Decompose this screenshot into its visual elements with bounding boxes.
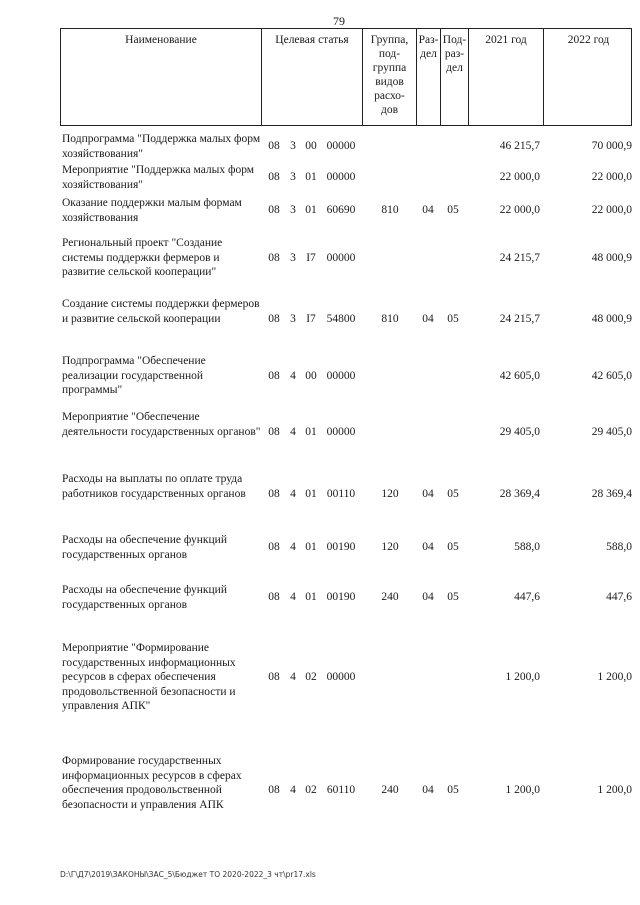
cell-c2: 4 xyxy=(290,591,296,603)
cell-sub: 05 xyxy=(447,784,459,796)
table-row xyxy=(62,196,632,225)
file-path-footer: D:\Г\Д7\2019\ЗАКОНЫ\ЗАС_5\Бюджет ТО 2020-2022_3 чт\pr17.xls xyxy=(60,870,316,879)
row-name: Расходы на выплаты по оплате труда работников государственных органов xyxy=(62,473,246,500)
cell-sec: 04 xyxy=(422,541,434,553)
cell-c4: 00190 xyxy=(326,541,356,553)
cell-c2: 3 xyxy=(290,140,296,152)
cell-v2022: 48 000,9 xyxy=(591,312,632,325)
cell-c1: 08 xyxy=(268,425,280,438)
cell-v2022: 22 000,0 xyxy=(591,204,632,216)
cell-c4: 60110 xyxy=(326,784,356,796)
cell-c1: 08 xyxy=(268,784,280,796)
table-row xyxy=(62,472,632,516)
cell-v2022: 1 200,0 xyxy=(597,784,632,796)
cell-c1: 08 xyxy=(268,312,280,325)
cell-sec: 04 xyxy=(422,591,434,603)
cell-group: 240 xyxy=(381,591,399,603)
table-row xyxy=(62,236,632,280)
cell-group: 810 xyxy=(381,204,399,216)
table-row xyxy=(62,297,632,341)
cell-c1: 08 xyxy=(268,487,280,500)
cell-sub: 05 xyxy=(447,312,459,325)
cell-c2: 3 xyxy=(290,251,296,264)
cell-v2021: 42 605,0 xyxy=(499,369,540,382)
cell-c2: 3 xyxy=(290,171,296,183)
cell-sec: 04 xyxy=(422,312,434,325)
table-row xyxy=(62,132,632,161)
cell-c3: 02 xyxy=(305,784,317,796)
header-name-label: Наименование xyxy=(125,34,197,46)
cell-sec: 04 xyxy=(422,204,434,216)
header-group xyxy=(363,29,417,125)
row-name: Мероприятие "Поддержка малых форм хозяйствования" xyxy=(62,164,255,191)
header-2021 xyxy=(469,29,544,125)
header-group-line: видов xyxy=(375,76,404,88)
header-2022-label: 2022 год xyxy=(567,34,610,46)
header-group-line: Группа, xyxy=(370,34,409,46)
row-name: Мероприятие "Формирование государственных информационных ресурсов в сферах обеспечения продовольственной безопасности и управления АПК" xyxy=(62,642,236,712)
cell-c4: 60690 xyxy=(326,204,356,216)
cell-v2021: 447,6 xyxy=(514,591,540,603)
header-subsection-line: Под- xyxy=(442,34,467,46)
cell-c2: 4 xyxy=(290,541,296,553)
cell-c3: 01 xyxy=(305,487,317,500)
cell-sub: 05 xyxy=(447,541,459,553)
cell-v2022: 447,6 xyxy=(606,591,632,603)
header-section xyxy=(417,29,441,125)
cell-c2: 3 xyxy=(290,204,296,216)
cell-c4: 54800 xyxy=(326,312,356,325)
cell-c2: 4 xyxy=(290,425,296,438)
header-subsection-line: дел xyxy=(446,62,463,74)
header-target xyxy=(262,29,363,125)
header-subsection-line: раз- xyxy=(444,48,465,60)
cell-v2021: 24 215,7 xyxy=(499,312,540,325)
cell-c3: 00 xyxy=(305,369,317,382)
cell-v2022: 48 000,9 xyxy=(591,251,632,264)
cell-c2: 4 xyxy=(290,487,296,500)
cell-v2021: 22 000,0 xyxy=(499,204,540,216)
header-section-line: дел xyxy=(420,48,437,60)
cell-v2021: 46 215,7 xyxy=(499,140,540,152)
row-name: Создание системы поддержки фермеров и развитие сельской кооперации xyxy=(62,298,260,325)
cell-v2022: 42 605,0 xyxy=(591,369,632,382)
cell-c4: 00000 xyxy=(326,425,356,438)
cell-v2021: 1 200,0 xyxy=(505,671,540,683)
header-subsection xyxy=(441,29,469,125)
cell-c4: 00000 xyxy=(326,251,356,264)
cell-c3: 01 xyxy=(305,541,317,553)
cell-v2021: 28 369,4 xyxy=(499,487,540,500)
table-row xyxy=(62,410,632,454)
cell-group: 240 xyxy=(381,784,399,796)
cell-c1: 08 xyxy=(268,541,280,553)
cell-c4: 00190 xyxy=(326,591,356,603)
cell-v2022: 29 405,0 xyxy=(591,425,632,438)
table-row xyxy=(62,641,632,714)
cell-v2022: 588,0 xyxy=(606,541,632,553)
cell-v2022: 28 369,4 xyxy=(591,487,632,500)
cell-c3: 02 xyxy=(305,671,317,683)
cell-c3: 01 xyxy=(305,171,317,183)
cell-v2022: 1 200,0 xyxy=(597,671,632,683)
header-2021-label: 2021 год xyxy=(485,34,527,46)
header-target-label: Целевая статья xyxy=(275,34,349,46)
cell-c3: 01 xyxy=(305,425,317,438)
cell-c1: 08 xyxy=(268,671,280,683)
cell-c1: 08 xyxy=(268,171,280,183)
cell-c3: 01 xyxy=(305,591,317,603)
table-header xyxy=(60,28,632,126)
cell-c2: 4 xyxy=(290,671,296,683)
cell-c1: 08 xyxy=(268,591,280,603)
cell-v2021: 29 405,0 xyxy=(499,425,540,438)
row-name: Расходы на обеспечение функций государственных органов xyxy=(62,584,227,611)
cell-c3: 01 xyxy=(305,204,317,216)
row-name: Формирование государственных информационных ресурсов в сферах обеспечения продовольственной безопасности и управления АПК xyxy=(62,755,242,811)
cell-v2022: 22 000,0 xyxy=(591,171,632,183)
cell-c3: I7 xyxy=(306,312,316,325)
row-name: Оказание поддержки малым формам хозяйствования xyxy=(62,197,242,224)
cell-c3: I7 xyxy=(306,251,316,264)
cell-c1: 08 xyxy=(268,204,280,216)
header-name xyxy=(61,29,262,125)
table-row xyxy=(62,533,632,562)
cell-sec: 04 xyxy=(422,784,434,796)
cell-c1: 08 xyxy=(268,369,280,382)
table-row xyxy=(62,354,632,398)
cell-v2021: 22 000,0 xyxy=(499,171,540,183)
header-group-line: дов xyxy=(380,104,399,116)
cell-c4: 00000 xyxy=(326,671,356,683)
cell-sub: 05 xyxy=(447,591,459,603)
cell-sec: 04 xyxy=(422,487,434,500)
table-row xyxy=(62,754,632,827)
header-group-line: группа xyxy=(372,62,407,74)
cell-c1: 08 xyxy=(268,251,280,264)
cell-c4: 00000 xyxy=(326,140,356,152)
header-group-line: расхо- xyxy=(374,90,405,102)
row-name: Подпрограмма "Поддержка малых форм хозяйствования" xyxy=(62,133,261,160)
row-name: Подпрограмма "Обеспечение реализации государственной программы" xyxy=(62,355,206,396)
cell-group: 120 xyxy=(381,487,399,500)
cell-c2: 3 xyxy=(290,312,296,325)
cell-c3: 00 xyxy=(305,140,317,152)
cell-c4: 00110 xyxy=(326,487,356,500)
cell-group: 120 xyxy=(381,541,399,553)
cell-v2022: 70 000,9 xyxy=(591,140,632,152)
row-name: Расходы на обеспечение функций государственных органов xyxy=(62,534,227,561)
cell-c2: 4 xyxy=(290,784,296,796)
page-number: 79 xyxy=(333,14,345,28)
row-name: Региональный проект "Создание системы поддержки фермеров и развитие сельской кооперации" xyxy=(62,237,223,278)
header-group-line: под- xyxy=(378,48,401,60)
header-2022 xyxy=(544,29,633,125)
cell-group: 810 xyxy=(381,312,399,325)
cell-c4: 00000 xyxy=(326,369,356,382)
cell-c4: 00000 xyxy=(326,171,356,183)
cell-v2021: 24 215,7 xyxy=(499,251,540,264)
row-name: Мероприятие "Обеспечение деятельности государственных органов" xyxy=(62,411,261,438)
cell-v2021: 588,0 xyxy=(514,541,540,553)
cell-sub: 05 xyxy=(447,487,459,500)
cell-sub: 05 xyxy=(447,204,459,216)
cell-v2021: 1 200,0 xyxy=(505,784,540,796)
cell-c2: 4 xyxy=(290,369,296,382)
cell-c1: 08 xyxy=(268,140,280,152)
header-section-line: Раз- xyxy=(418,34,439,46)
table-row xyxy=(62,583,632,612)
table-row xyxy=(62,163,632,192)
